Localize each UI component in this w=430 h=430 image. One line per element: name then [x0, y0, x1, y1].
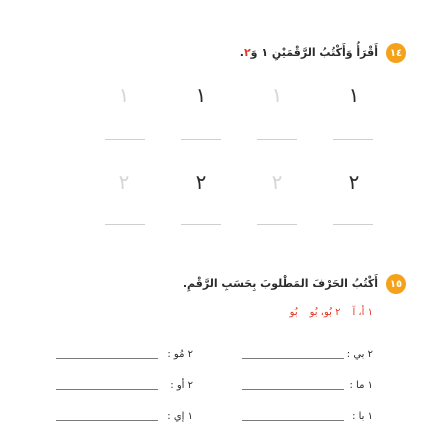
letter-key-row [278, 307, 373, 318]
exercise-instruction: أَكْتُبُ الحَرْفَ المَطْلوبَ بِحَسَبِ الرَّقْمِ. [182, 277, 378, 290]
answer-line[interactable] [242, 358, 344, 359]
answer-line[interactable] [56, 358, 158, 359]
writing-line[interactable] [181, 139, 221, 140]
writing-line[interactable] [333, 139, 373, 140]
writing-line[interactable] [181, 224, 221, 225]
digit-model: ٢ [348, 170, 360, 194]
question-label: ٢ أو : [170, 380, 193, 391]
writing-line[interactable] [257, 139, 297, 140]
digit-model: ١ [348, 83, 360, 107]
digit-model: ١ [195, 83, 207, 107]
key-item: ١ أ، آ [352, 307, 373, 318]
instruction-period: . [239, 46, 244, 59]
digit-trace: ٢ [118, 170, 130, 194]
question-label: ١ إي : [167, 411, 193, 422]
digit-model: ٢ [195, 170, 207, 194]
key-item: بُو [289, 307, 298, 318]
key-item: ٢ بُو، بُو [309, 307, 341, 318]
answer-line[interactable] [56, 389, 158, 390]
instruction-text: أَقْرَأُ وَأَكْتُبُ الرَّقْمَيْنِ ١ وَ [250, 46, 378, 59]
answer-line[interactable] [56, 420, 158, 421]
writing-line[interactable] [257, 224, 297, 225]
exercise-number-badge: ١٤ [386, 43, 406, 63]
answer-line[interactable] [242, 420, 344, 421]
writing-line[interactable] [333, 224, 373, 225]
exercise-number-badge: ١٥ [386, 274, 406, 294]
question-label: ٢ مُو : [167, 349, 193, 360]
instruction-highlight-digit: ٢ [243, 46, 251, 59]
digit-trace: ٢ [271, 170, 283, 194]
exercise-instruction [240, 46, 378, 59]
digit-trace: ١ [118, 83, 130, 107]
question-label: ١ با : [352, 411, 373, 422]
writing-line[interactable] [105, 224, 145, 225]
question-label: ١ ما : [349, 380, 373, 391]
digit-trace: ١ [271, 83, 283, 107]
writing-line[interactable] [105, 139, 145, 140]
question-label: ٢ بي : [346, 349, 373, 360]
answer-line[interactable] [242, 389, 344, 390]
